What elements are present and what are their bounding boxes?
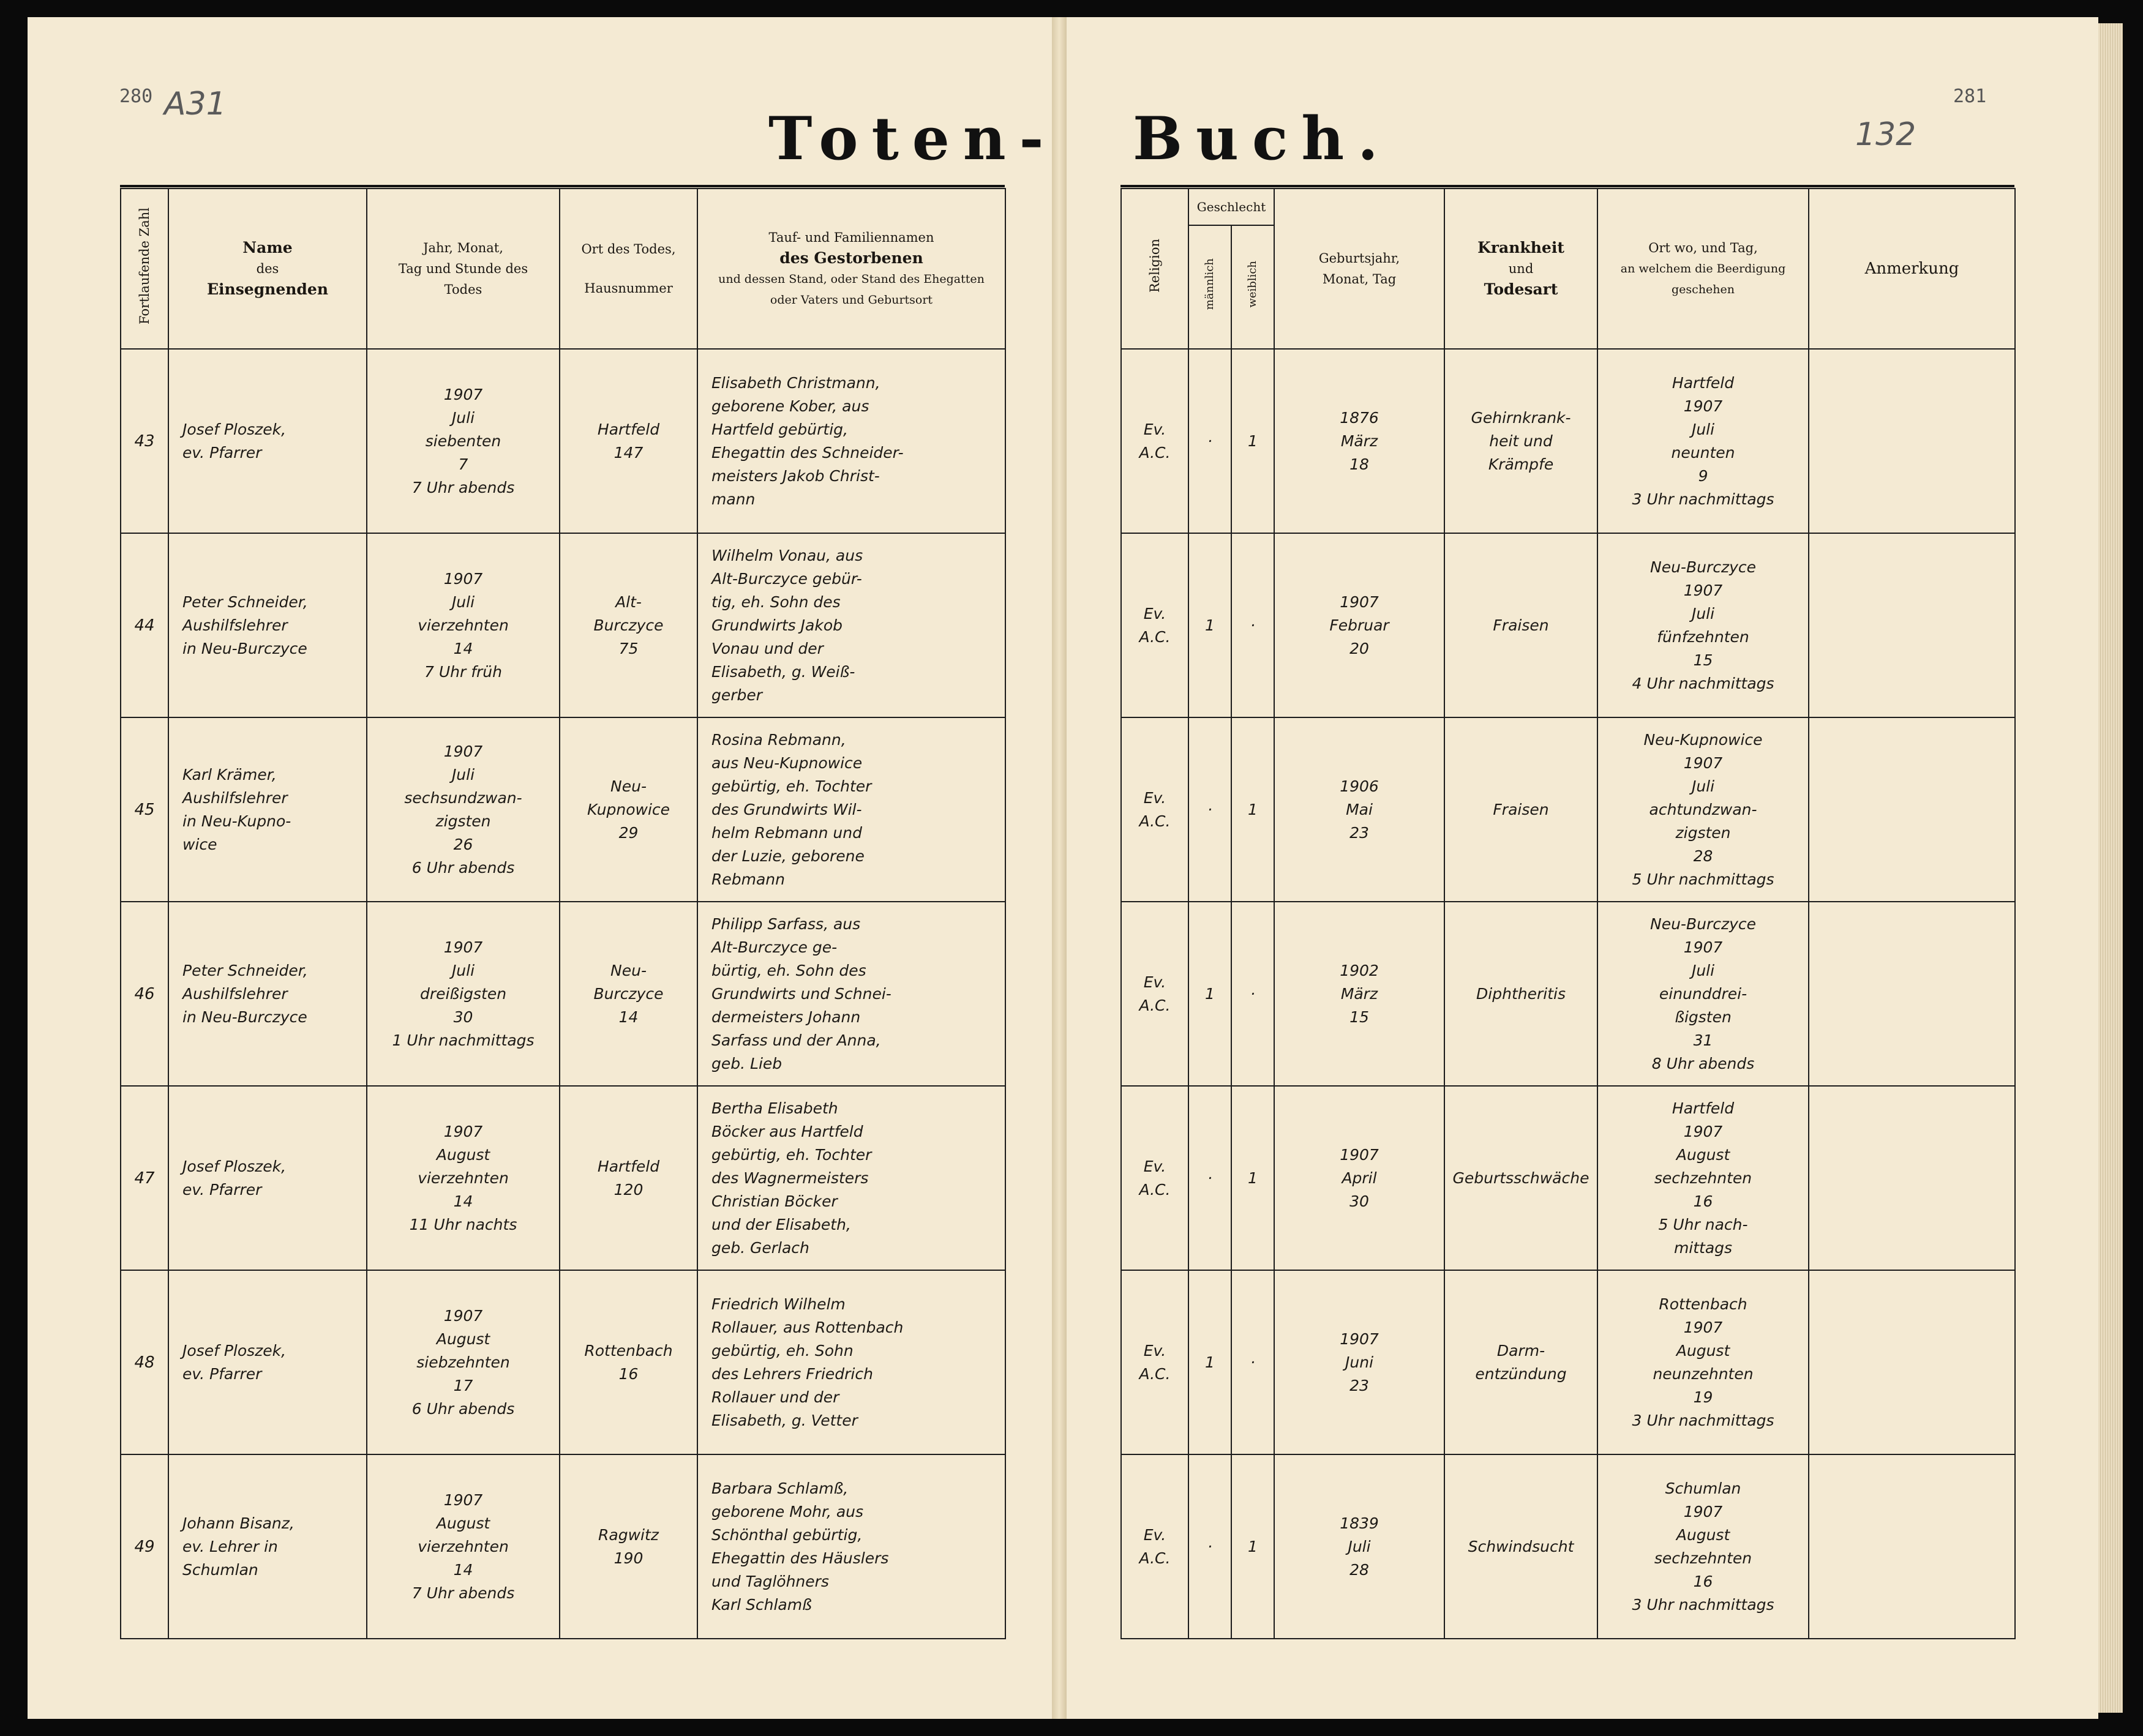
female-mark: 1 [1231, 1086, 1274, 1270]
deceased-details: Philipp Sarfass, aus Alt-Burczyce ge- bürtig, eh. Sohn des Grundwirts und Schnei- dermeisters Johann Sarfass und der Anna, geb. Lieb [697, 902, 1005, 1086]
burial-details: Rottenbach 1907 August neunzehnten 19 3 Uhr nachmittags [1597, 1270, 1809, 1454]
right-register-row [1121, 533, 2015, 717]
header-krankheit: Krankheit und Todesart [1444, 189, 1597, 349]
remarks-cell [1809, 1270, 2015, 1454]
death-place: Ragwitz 190 [560, 1454, 697, 1639]
left-register-row [121, 1270, 1005, 1454]
remarks-cell [1809, 1086, 2015, 1270]
birth-date: 1906 Mai 23 [1274, 717, 1444, 902]
book-gutter [1052, 17, 1067, 1719]
right-archive-number: 132 [1855, 116, 1916, 153]
header-maennlich: männlich [1188, 225, 1231, 349]
remarks-cell [1809, 1454, 2015, 1639]
male-mark: · [1188, 717, 1231, 902]
header-geburtsdatum: Geburtsjahr, Monat, Tag [1274, 189, 1444, 349]
deceased-details: Elisabeth Christmann, geborene Kober, aus Hartfeld gebürtig, Ehegattin des Schneider- meisters Jakob Christ- mann [697, 349, 1005, 533]
cause-of-death: Fraisen [1444, 717, 1597, 902]
burial-details: Neu-Burczyce 1907 Juli fünfzehnten 15 4 Uhr nachmittags [1597, 533, 1809, 717]
female-mark: 1 [1231, 349, 1274, 533]
header-gestorbener: Tauf- und Familiennamen des Gestorbenen und dessen Stand, oder Stand des Ehegatten oder Vaters und Geburtsort [697, 189, 1005, 349]
male-mark: 1 [1188, 1270, 1231, 1454]
religion-cell: Ev. A.C. [1121, 533, 1188, 717]
header-anmerkung: Anmerkung [1809, 189, 2015, 349]
female-mark: · [1231, 902, 1274, 1086]
death-date: 1907 Juli dreißigsten 30 1 Uhr nachmittags [367, 902, 560, 1086]
death-place: Hartfeld 147 [560, 349, 697, 533]
title-right: Buch. [1133, 104, 1392, 173]
death-place: Neu- Kupnowice 29 [560, 717, 697, 902]
cause-of-death: Fraisen [1444, 533, 1597, 717]
officiant-name: Josef Ploszek, ev. Pfarrer [168, 349, 367, 533]
right-register-table [1120, 188, 2016, 1639]
officiant-name: Peter Schneider, Aushilfslehrer in Neu-Burczyce [168, 533, 367, 717]
burial-details: Hartfeld 1907 Juli neunten 9 3 Uhr nachmittags [1597, 349, 1809, 533]
deceased-details: Barbara Schlamß, geborene Mohr, aus Schönthal gebürtig, Ehegattin des Häuslers und Taglöhners Karl Schlamß [697, 1454, 1005, 1639]
left-register-row [121, 1086, 1005, 1270]
cause-of-death: Gehirnkrank- heit und Krämpfe [1444, 349, 1597, 533]
remarks-cell [1809, 902, 2015, 1086]
death-place: Alt- Burczyce 75 [560, 533, 697, 717]
right-register-row [1121, 1454, 2015, 1639]
left-register-row [121, 902, 1005, 1086]
male-mark: · [1188, 349, 1231, 533]
religion-cell: Ev. A.C. [1121, 349, 1188, 533]
burial-details: Hartfeld 1907 August sechzehnten 16 5 Uhr nach- mittags [1597, 1086, 1809, 1270]
left-register-table [120, 188, 1006, 1639]
burial-details: Schumlan 1907 August sechzehnten 16 3 Uhr nachmittags [1597, 1454, 1809, 1639]
officiant-name: Karl Krämer, Aushilfslehrer in Neu-Kupno- wice [168, 717, 367, 902]
header-todesdatum: Jahr, Monat, Tag und Stunde des Todes [367, 189, 560, 349]
religion-cell: Ev. A.C. [1121, 1270, 1188, 1454]
deceased-details: Friedrich Wilhelm Rollauer, aus Rottenbach gebürtig, eh. Sohn des Lehrers Friedrich Rollauer und der Elisabeth, g. Vetter [697, 1270, 1005, 1454]
page-edges [2098, 23, 2123, 1713]
death-date: 1907 Juli vierzehnten 14 7 Uhr früh [367, 533, 560, 717]
female-mark: · [1231, 1270, 1274, 1454]
entry-number: 46 [121, 902, 168, 1086]
deceased-details: Bertha Elisabeth Böcker aus Hartfeld gebürtig, eh. Tochter des Wagnermeisters Christian Böcker und der Elisabeth, geb. Gerlach [697, 1086, 1005, 1270]
right-register-row [1121, 717, 2015, 902]
left-register-row [121, 533, 1005, 717]
religion-cell: Ev. A.C. [1121, 902, 1188, 1086]
deceased-details: Rosina Rebmann, aus Neu-Kupnowice gebürtig, eh. Tochter des Grundwirts Wil- helm Rebmann und der Luzie, geborene Rebmann [697, 717, 1005, 902]
remarks-cell [1809, 717, 2015, 902]
death-date: 1907 August vierzehnten 14 7 Uhr abends [367, 1454, 560, 1639]
right-register-row [1121, 902, 2015, 1086]
female-mark: 1 [1231, 717, 1274, 902]
entry-number: 49 [121, 1454, 168, 1639]
burial-details: Neu-Burczyce 1907 Juli einunddrei- ßigsten 31 8 Uhr abends [1597, 902, 1809, 1086]
entry-number: 44 [121, 533, 168, 717]
header-ort-des-todes: Ort des Todes, Hausnummer [560, 189, 697, 349]
deceased-details: Wilhelm Vonau, aus Alt-Burczyce gebür- tig, eh. Sohn des Grundwirts Jakob Vonau und der Elisabeth, g. Weiß- gerber [697, 533, 1005, 717]
header-religion: Religion [1121, 189, 1188, 349]
death-date: 1907 August vierzehnten 14 11 Uhr nachts [367, 1086, 560, 1270]
header-weiblich: weiblich [1231, 225, 1274, 349]
cause-of-death: Darm- entzündung [1444, 1270, 1597, 1454]
right-top-rule [1120, 185, 2014, 187]
left-header-row [121, 189, 1005, 349]
left-top-rule [120, 185, 1005, 187]
entry-number: 47 [121, 1086, 168, 1270]
entry-number: 43 [121, 349, 168, 533]
header-name: Name des Einsegnenden [168, 189, 367, 349]
cause-of-death: Schwindsucht [1444, 1454, 1597, 1639]
cause-of-death: Geburtsschwäche [1444, 1086, 1597, 1270]
death-place: Hartfeld 120 [560, 1086, 697, 1270]
left-register-row [121, 349, 1005, 533]
left-archive-number: A31 [164, 86, 227, 122]
right-header-row-1 [1121, 189, 2015, 225]
birth-date: 1907 Februar 20 [1274, 533, 1444, 717]
entry-number: 48 [121, 1270, 168, 1454]
female-mark: · [1231, 533, 1274, 717]
religion-cell: Ev. A.C. [1121, 717, 1188, 902]
female-mark: 1 [1231, 1454, 1274, 1639]
header-geschlecht: Geschlecht [1188, 189, 1274, 225]
header-beerdigung: Ort wo, und Tag, an welchem die Beerdigung geschehen [1597, 189, 1809, 349]
death-date: 1907 Juli sechsundzwan- zigsten 26 6 Uhr abends [367, 717, 560, 902]
entry-number: 45 [121, 717, 168, 902]
death-date: 1907 August siebzehnten 17 6 Uhr abends [367, 1270, 560, 1454]
birth-date: 1876 März 18 [1274, 349, 1444, 533]
birth-date: 1907 April 30 [1274, 1086, 1444, 1270]
death-place: Rottenbach 16 [560, 1270, 697, 1454]
officiant-name: Peter Schneider, Aushilfslehrer in Neu-Burczyce [168, 902, 367, 1086]
birth-date: 1839 Juli 28 [1274, 1454, 1444, 1639]
male-mark: 1 [1188, 533, 1231, 717]
title-left: Toten- [768, 104, 1057, 173]
officiant-name: Josef Ploszek, ev. Pfarrer [168, 1086, 367, 1270]
right-register-row [1121, 349, 2015, 533]
right-register-row [1121, 1086, 2015, 1270]
male-mark: · [1188, 1086, 1231, 1270]
male-mark: · [1188, 1454, 1231, 1639]
right-page-number: 281 [1953, 86, 1987, 107]
male-mark: 1 [1188, 902, 1231, 1086]
officiant-name: Johann Bisanz, ev. Lehrer in Schumlan [168, 1454, 367, 1639]
left-page-number: 280 [119, 86, 153, 107]
birth-date: 1907 Juni 23 [1274, 1270, 1444, 1454]
officiant-name: Josef Ploszek, ev. Pfarrer [168, 1270, 367, 1454]
death-place: Neu- Burczyce 14 [560, 902, 697, 1086]
religion-cell: Ev. A.C. [1121, 1086, 1188, 1270]
cause-of-death: Diphtheritis [1444, 902, 1597, 1086]
death-date: 1907 Juli siebenten 7 7 Uhr abends [367, 349, 560, 533]
burial-details: Neu-Kupnowice 1907 Juli achtundzwan- zigsten 28 5 Uhr nachmittags [1597, 717, 1809, 902]
religion-cell: Ev. A.C. [1121, 1454, 1188, 1639]
remarks-cell [1809, 349, 2015, 533]
left-register-row [121, 1454, 1005, 1639]
header-fortlaufende-zahl: Fortlaufende Zahl [121, 189, 168, 349]
birth-date: 1902 März 15 [1274, 902, 1444, 1086]
right-register-row [1121, 1270, 2015, 1454]
left-register-row [121, 717, 1005, 902]
remarks-cell [1809, 533, 2015, 717]
